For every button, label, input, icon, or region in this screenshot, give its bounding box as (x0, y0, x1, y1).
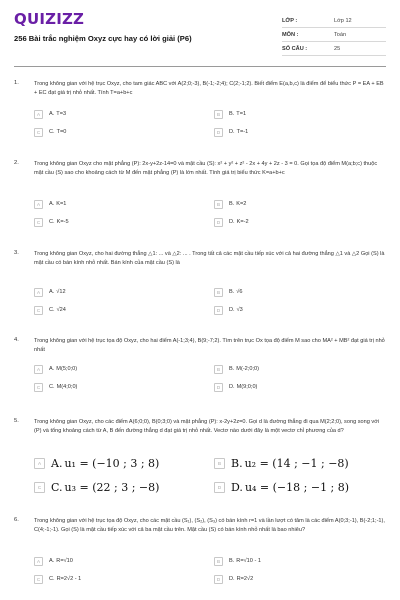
option-label: B. (229, 289, 235, 295)
option-label: A. (51, 456, 63, 470)
option-label: C. (49, 219, 55, 225)
option-key-box[interactable]: D (214, 482, 225, 493)
option-label: B. (231, 456, 243, 470)
option-text: u₁ = (−10 ; 3 ; 8) (64, 456, 160, 470)
option-label: B. (229, 366, 235, 372)
option-key-box[interactable]: A (34, 200, 43, 209)
option-label: B. (229, 558, 235, 564)
option-label: C. (51, 480, 63, 494)
option-label: A. (49, 558, 55, 564)
option-label: A. (49, 111, 55, 117)
option-text: K=1 (56, 201, 67, 207)
meta-value: Toán (334, 31, 347, 38)
option-key-box[interactable]: C (34, 482, 45, 493)
question-number: 4. (14, 337, 19, 343)
meta-table (282, 14, 386, 60)
meta-key: SỐ CÂU : (282, 45, 308, 52)
option-label: A. (49, 201, 55, 207)
option-text: √3 (236, 307, 243, 313)
option-c[interactable] (34, 478, 206, 496)
option-label: D. (231, 480, 243, 494)
option-key-box[interactable]: C (34, 383, 43, 392)
option-key-box[interactable]: A (34, 557, 43, 566)
answer-options (34, 108, 386, 138)
option-b[interactable] (214, 363, 386, 375)
worksheet-header (14, 0, 386, 60)
option-d[interactable] (214, 478, 386, 496)
option-a[interactable] (34, 286, 206, 298)
option-text: K=-2 (236, 219, 249, 225)
option-text: T=1 (236, 111, 247, 117)
question-text: Trong không gian với hệ trục Oxyz, cho tam giác ABC với A(2;0;-3), B(-1;-2;4); C(2;-1;2). Biết điểm E(a,b,c) là điểm để biểu thức P = EA + EB + EC đạt giá trị nhỏ nhất. Tính T=a+b+c (34, 81, 384, 96)
option-b[interactable] (214, 454, 386, 472)
option-d[interactable] (214, 304, 386, 316)
option-c[interactable] (34, 304, 206, 316)
option-b[interactable] (214, 555, 386, 567)
question-text: Trong không gian Oxyz cho mặt phẳng (P): 2x-y+2z-14=0 và mặt cầu (S): x² + y² + z² - 2x + 4y + 2z - 3 = 0. Gọi tọa độ điểm M(a;b;c) thuộc mặt cầu (S) sao cho khoảng cách từ M đến mặt phẳng (P) là lớn nhất. Tính giá trị biểu thức K=a+b+c (34, 161, 378, 176)
option-label: C. (49, 384, 55, 390)
option-key-box[interactable]: B (214, 288, 223, 297)
option-text: K=2 (236, 201, 247, 207)
option-d[interactable] (214, 573, 386, 585)
option-b[interactable] (214, 286, 386, 298)
option-key-box[interactable]: C (34, 128, 43, 137)
option-text: T=-1 (236, 129, 249, 135)
option-d[interactable] (214, 126, 386, 138)
meta-value: Lớp 12 (334, 17, 352, 24)
option-text: u₂ = (14 ; −1 ; −8) (244, 456, 349, 470)
option-text: M(5;0;0) (56, 366, 78, 372)
option-a[interactable] (34, 454, 206, 472)
answer-options (34, 454, 386, 496)
question-1 (14, 80, 386, 135)
question-number: 1. (14, 80, 19, 86)
option-text: T=0 (56, 129, 67, 135)
option-key-box[interactable]: D (214, 218, 223, 227)
meta-key: LỚP : (282, 17, 298, 24)
option-key-box[interactable]: B (214, 200, 223, 209)
option-text: M(4;0;0) (56, 384, 78, 390)
option-label: B. (229, 111, 235, 117)
option-text: R=√10 - 1 (236, 558, 261, 564)
option-text: T=3 (56, 111, 67, 117)
option-d[interactable] (214, 381, 386, 393)
option-label: D. (229, 307, 235, 313)
option-label: A. (49, 366, 55, 372)
option-label: C. (49, 307, 55, 313)
option-text: u₄ = (−18 ; −1 ; 8) (244, 480, 350, 494)
option-b[interactable] (214, 198, 386, 210)
option-key-box[interactable]: D (214, 306, 223, 315)
option-text: M(9;0;0) (236, 384, 258, 390)
option-label: D. (229, 576, 235, 582)
option-text: √6 (236, 289, 243, 295)
option-text: R=√10 (56, 558, 73, 564)
meta-row-subject (282, 28, 386, 42)
option-text: M(-2;0;0) (236, 366, 259, 372)
question-number: 2. (14, 160, 19, 166)
option-key-box[interactable]: B (214, 365, 223, 374)
option-text: √12 (56, 289, 66, 295)
question-4 (14, 337, 386, 390)
option-label: D. (229, 219, 235, 225)
quizizz-logo[interactable]: QUIZIZZ (14, 10, 85, 28)
option-key-box[interactable]: C (34, 575, 43, 584)
option-c[interactable] (34, 216, 206, 228)
option-c[interactable] (34, 573, 206, 585)
option-key-box[interactable]: C (34, 218, 43, 227)
meta-row-class (282, 14, 386, 28)
answer-options (34, 363, 386, 393)
option-text: K=-5 (56, 219, 69, 225)
option-a[interactable] (34, 363, 206, 375)
option-text: √24 (56, 307, 66, 313)
option-d[interactable] (214, 216, 386, 228)
header-divider (14, 66, 386, 67)
option-key-box[interactable]: A (34, 110, 43, 119)
question-number: 5. (14, 418, 19, 424)
question-3 (14, 250, 386, 313)
option-a[interactable] (34, 555, 206, 567)
option-key-box[interactable]: D (214, 575, 223, 584)
option-text: R=2√2 (236, 576, 254, 582)
option-key-box[interactable]: C (34, 306, 43, 315)
answer-options (34, 198, 386, 228)
option-key-box[interactable]: D (214, 128, 223, 137)
meta-value: 25 (334, 45, 341, 52)
option-b[interactable] (214, 108, 386, 120)
option-c[interactable] (34, 126, 206, 138)
option-a[interactable] (34, 108, 206, 120)
option-key-box[interactable]: A (34, 458, 45, 469)
option-key-box[interactable]: A (34, 365, 43, 374)
option-label: C. (49, 576, 55, 582)
option-label: D. (229, 384, 235, 390)
question-number: 3. (14, 250, 19, 256)
document-title: 256 Bài trắc nghiệm Oxyz cực hay có lời giải (P6) (14, 34, 192, 43)
meta-key: MÔN : (282, 31, 299, 38)
option-key-box[interactable]: A (34, 288, 43, 297)
option-label: D. (229, 129, 235, 135)
question-6 (14, 517, 386, 582)
question-text: Trong không gian Oxyz, cho hai đường thẳng △1: ... và △2: ... . Trong tất cả các mặt cầu tiếp xúc với cả hai đường thẳng △1 và △2 Gọi (S) là mặt cầu có bán kính nhỏ nhất. Bán kính của mặt cầu (S) là (34, 251, 385, 266)
question-number: 6. (14, 517, 19, 523)
option-label: B. (229, 201, 235, 207)
option-text: u₃ = (22 ; 3 ; −8) (64, 480, 160, 494)
question-text: Trong không gian với hệ trục tọa độ Oxyz, cho hai điểm A(-1;3;4), B(9;-7;2). Tìm trên trục Ox tọa độ điểm M sao cho MA² + MB² đạt giá trị nhỏ nhất (34, 338, 385, 353)
option-key-box[interactable]: B (214, 110, 223, 119)
option-label: C. (49, 129, 55, 135)
option-c[interactable] (34, 381, 206, 393)
header-left (14, 10, 192, 60)
option-key-box[interactable]: D (214, 383, 223, 392)
option-text: R=2√2 - 1 (56, 576, 82, 582)
question-2 (14, 160, 386, 225)
answer-options (34, 286, 386, 316)
option-key-box[interactable]: B (214, 458, 225, 469)
question-5 (14, 418, 386, 494)
option-key-box[interactable]: B (214, 557, 223, 566)
question-text: Trong không gian Oxyz, cho các điểm A(6;0;0), B(0;3;0) và mặt phẳng (P): x-2y+2z=0. Gọi d là đường thẳng đi qua M(2;2;0), song song với (P) và tổng khoảng cách từ A, B đến đường thẳng d đạt giá trị nhỏ nhất. Vectơ nào dưới đây là một vectơ chỉ phương của d? (34, 419, 380, 434)
question-text: Trong không gian với hệ trục tọa độ Oxyz, cho các mặt cầu (S₁), (S₂), (S₃) có bán kính r=1 và lần lượt có tâm là các điểm A(0;3;-1), B(-2;1;-1), C(4;-1;-1). Gọi (S) là mặt cầu tiếp xúc với cả ba mặt cầu trên. Mặt cầu (S) có bán kính nhỏ nhất là bao nhiêu? (34, 518, 385, 533)
option-label: A. (49, 289, 55, 295)
option-a[interactable] (34, 198, 206, 210)
answer-options (34, 555, 386, 585)
meta-row-count (282, 42, 386, 56)
